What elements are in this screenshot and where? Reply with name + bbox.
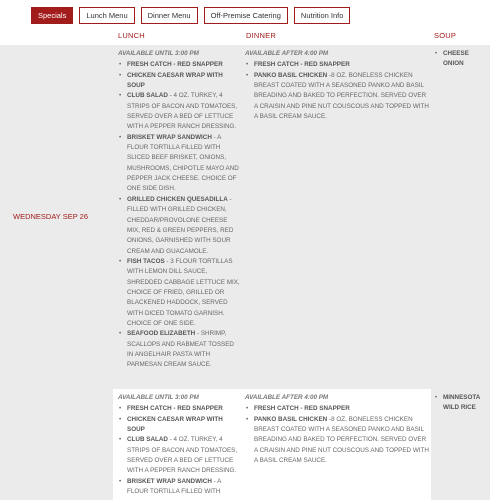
dish-description: - FILLED WITH GRILLED CHICKEN, CHEDDAR/PROVOLONE CHEESE MIX, RED & GREEN PEPPERS, RED ONIONS, GARNISHED WITH SOUR CREAM AND GUACAMOLE.: [127, 195, 234, 255]
dish-name: CLUB SALAD: [127, 92, 168, 100]
tab-nutrition-info[interactable]: Nutrition Info: [294, 7, 351, 24]
dish-name: FRESH CATCH - RED SNAPPER: [254, 61, 350, 69]
column-header-dinner: DINNER: [246, 31, 276, 40]
tab-off-premise-catering[interactable]: Off-Premise Catering: [204, 7, 288, 24]
dish-description: - 4 OZ. TURKEY, 4 STRIPS OF BACON AND TOMATOES, SERVED OVER A BED OF LETTUCE WITH A PEPPER RANCH DRESSING.: [127, 92, 238, 131]
dinner-availability: AVAILABLE AFTER 4:00 PM: [245, 50, 329, 57]
lunch-availability: AVAILABLE UNTIL 3:00 PM: [118, 394, 199, 401]
soup-cell: [434, 393, 486, 414]
list-item: [118, 257, 241, 329]
lunch-cell: [118, 393, 241, 497]
dish-description: -8 OZ. BONELESS CHICKEN BREAST COATED WITH A SEASONED PANKO AND BASIL BREADING AND BAKED TO PERFECTION. SERVED OVER A CRAISIN AND PINE NUT COUSCOUS AND TOPPED WITH A BASIL CREAM SAUCE.: [254, 71, 429, 121]
lunch-availability: AVAILABLE UNTIL 3:00 PM: [118, 50, 199, 57]
tab-dinner-menu[interactable]: Dinner Menu: [141, 7, 198, 24]
dish-name: BRISKET WRAP SANDWICH: [127, 133, 212, 141]
list-item: [118, 71, 241, 92]
dish-description: - 3 FLOUR TORTILLAS WITH LEMON DILL SAUCE, SHREDDED CABBAGE LETTUCE MIX, CHOICE OF FRIED, GRILLED OR BLACKENED HADDOCK, SERVED WITH DICED TOMATO GARNISH. CHOICE OF ONE SIDE.: [127, 257, 240, 327]
lunch-list: [118, 404, 241, 497]
list-item: [118, 477, 241, 498]
soup-list: [434, 49, 486, 70]
lunch-list: [118, 60, 241, 370]
list-item: [245, 60, 431, 70]
lunch-cell: [118, 49, 241, 371]
dish-name: PANKO BASIL CHICKEN: [254, 415, 328, 423]
dish-name: FRESH CATCH - RED SNAPPER: [127, 61, 223, 69]
list-item: [118, 133, 241, 195]
dish-name: MINNESOTA WILD RICE: [443, 394, 481, 412]
dish-name: GRILLED CHICKEN QUESADILLA: [127, 195, 228, 203]
day-label: WEDNESDAY SEP 26: [13, 212, 89, 221]
dinner-availability: AVAILABLE AFTER 4:00 PM: [245, 394, 329, 401]
soup-list: [434, 393, 486, 414]
dinner-list: [245, 404, 431, 466]
dish-description: - A FLOUR TORTILLA FILLED WITH: [127, 477, 222, 496]
dish-description: - 4 OZ. TURKEY, 4 STRIPS OF BACON AND TOMATOES, SERVED OVER A BED OF LETTUCE WITH A PEPPER RANCH DRESSING.: [127, 436, 238, 475]
dish-description: - A FLOUR TORTILLA FILLED WITH SLICED BEEF BRISKET, ONIONS, MUSHROOMS, CHIPOTLE MAYO AND PEPPER JACK CHEESE. CHOICE OF ONE SIDE DISH.: [127, 133, 239, 193]
dinner-list: [245, 60, 431, 122]
column-header-lunch: LUNCH: [118, 31, 145, 40]
dish-name: PANKO BASIL CHICKEN: [254, 71, 328, 79]
dinner-cell: [245, 393, 431, 466]
list-item: [245, 404, 431, 414]
dish-name: FRESH CATCH - RED SNAPPER: [127, 405, 223, 413]
page-margin: [490, 0, 500, 500]
list-item: [118, 404, 241, 414]
soup-cell: [434, 49, 486, 70]
dish-name: SEAFOOD ELIZABETH: [127, 330, 196, 338]
dish-name: CHICKEN CAESAR WRAP WITH SOUP: [127, 415, 223, 434]
list-item: [118, 329, 241, 370]
dish-name: CHICKEN CAESAR WRAP WITH SOUP: [127, 71, 223, 90]
list-item: [118, 60, 241, 70]
tab-specials[interactable]: Specials: [31, 7, 73, 24]
column-header-soup: SOUP: [434, 31, 457, 40]
dish-name: FISH TACOS: [127, 257, 165, 265]
list-item: [434, 393, 486, 414]
list-item: [118, 91, 241, 132]
dinner-cell: [245, 49, 431, 122]
list-item: [245, 71, 431, 123]
dish-description: -8 OZ. BONELESS CHICKEN BREAST COATED WITH A SEASONED PANKO AND BASIL BREADING AND BAKED TO PERFECTION. SERVED OVER A CRAISIN AND PINE NUT COUSCOUS AND TOPPED WITH A BASIL CREAM SAUCE.: [254, 415, 429, 465]
dish-name: FRESH CATCH - RED SNAPPER: [254, 405, 350, 413]
list-item: [118, 195, 241, 257]
menu-tabs: [31, 7, 350, 24]
dish-name: CLUB SALAD: [127, 436, 168, 444]
list-item: [118, 415, 241, 436]
dish-name: CHEESE ONION: [443, 50, 469, 68]
list-item: [118, 435, 241, 476]
dish-name: BRISKET WRAP SANDWICH: [127, 477, 212, 485]
dish-description: - SHRIMP, SCALLOPS AND RABMEAT TOSSED IN ANGELHAIR PASTA WITH PARMESAN CREAM SAUCE.: [127, 330, 234, 369]
list-item: [434, 49, 486, 70]
day-label-cell-background: [0, 389, 113, 500]
tab-lunch-menu[interactable]: Lunch Menu: [79, 7, 134, 24]
list-item: [245, 415, 431, 467]
